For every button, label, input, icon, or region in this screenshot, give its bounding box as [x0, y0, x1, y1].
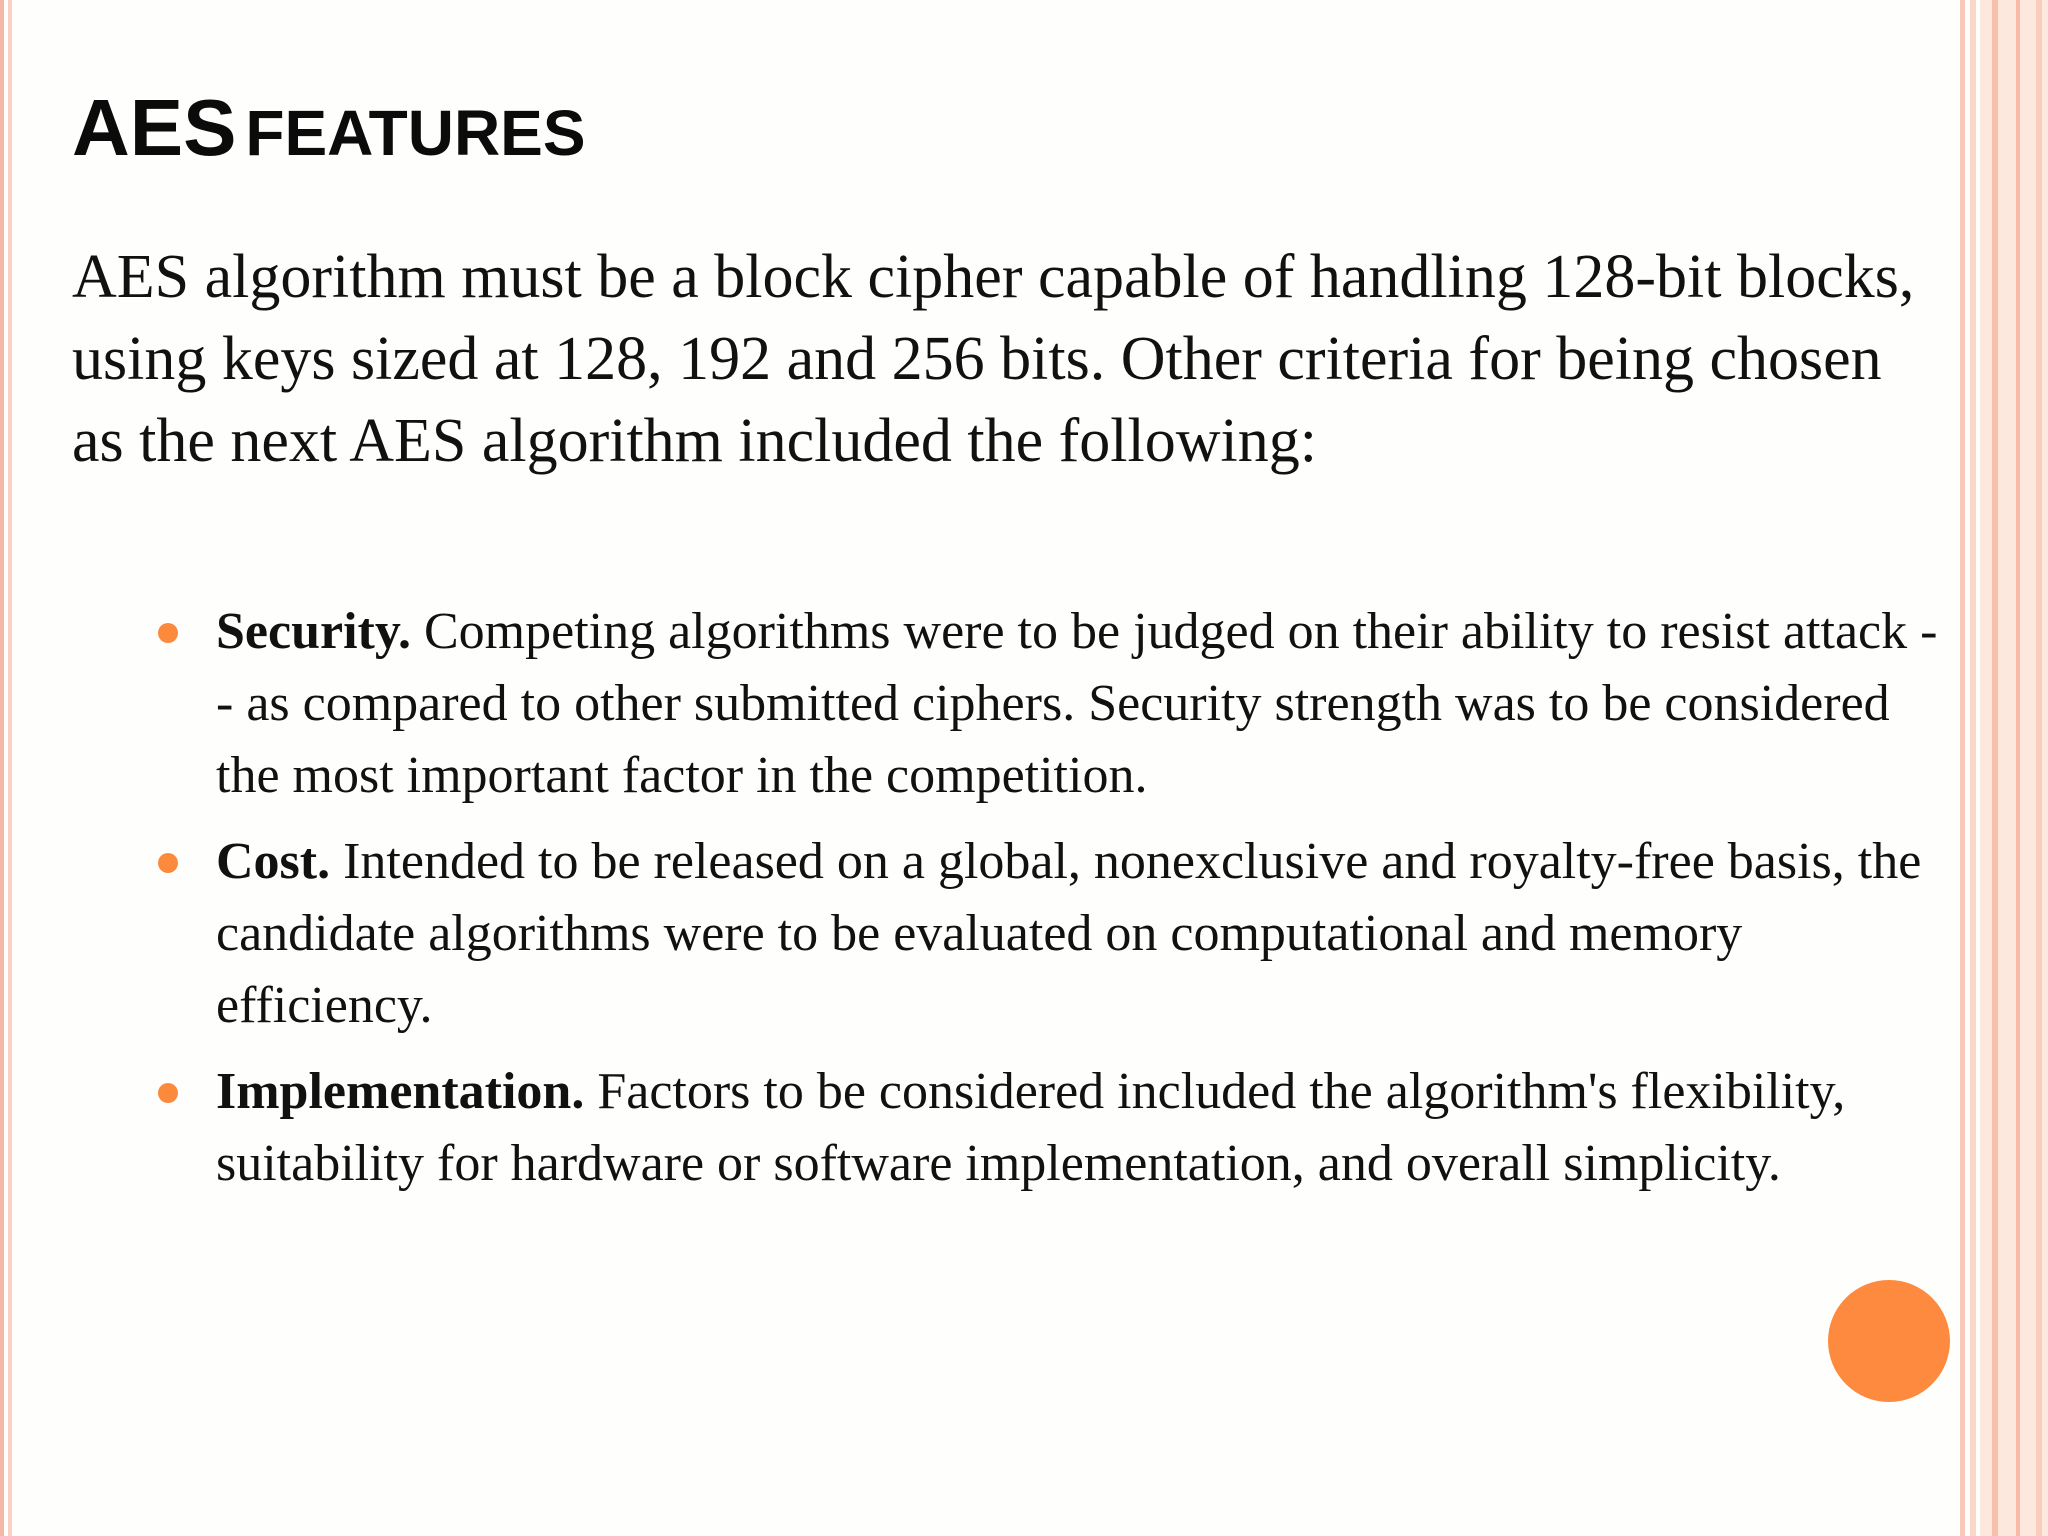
intro-paragraph: AES algorithm must be a block cipher capable of handling 128-bit blocks, using keys sized at 128, 192 and 256 bits. Other criteria for being chosen as the next AES algorithm included the following: [72, 243, 1915, 475]
bullet-dot-icon [158, 1083, 178, 1103]
list-item-implementation [152, 1056, 1942, 1200]
bullet-text: Intended to be released on a global, nonexclusive and royalty-free basis, the candidate algorithms were to be evaluated on computational and memory efficiency. [216, 833, 1922, 1034]
list-item-cost [152, 826, 1942, 1042]
frame-stripe-right-3 [1992, 0, 1998, 1536]
frame-stripe-right-4 [2016, 0, 2020, 1536]
frame-stripe-left [0, 0, 4, 1536]
bullet-lead: Cost. [216, 833, 331, 890]
slide-title-main: AES [72, 83, 237, 172]
accent-circle-icon [1828, 1280, 1950, 1402]
bullet-text: Competing algorithms were to be judged on their ability to resist attack -- as compared to other submitted ciphers. Security strength was to be considered the most important factor in the competition. [216, 603, 1938, 804]
frame-stripe-left-inner [8, 0, 12, 1536]
bullet-text: Factors to be considered included the algorithm's flexibility, suitability for hardware or software implementation, and overall simplicity. [216, 1063, 1846, 1192]
frame-stripe-right-5 [2036, 0, 2042, 1536]
list-item-security [152, 596, 1942, 812]
bullet-lead: Security. [216, 603, 411, 660]
bullet-dot-icon [158, 853, 178, 873]
slide-title-rest: FEATURES [245, 97, 586, 169]
criteria-list [152, 596, 1942, 1214]
bullet-dot-icon [158, 623, 178, 643]
frame-stripe-right [1960, 0, 1965, 1536]
frame-stripe-right-2 [1970, 0, 1976, 1536]
slide-title [72, 83, 586, 172]
bullet-lead: Implementation. [216, 1063, 585, 1120]
